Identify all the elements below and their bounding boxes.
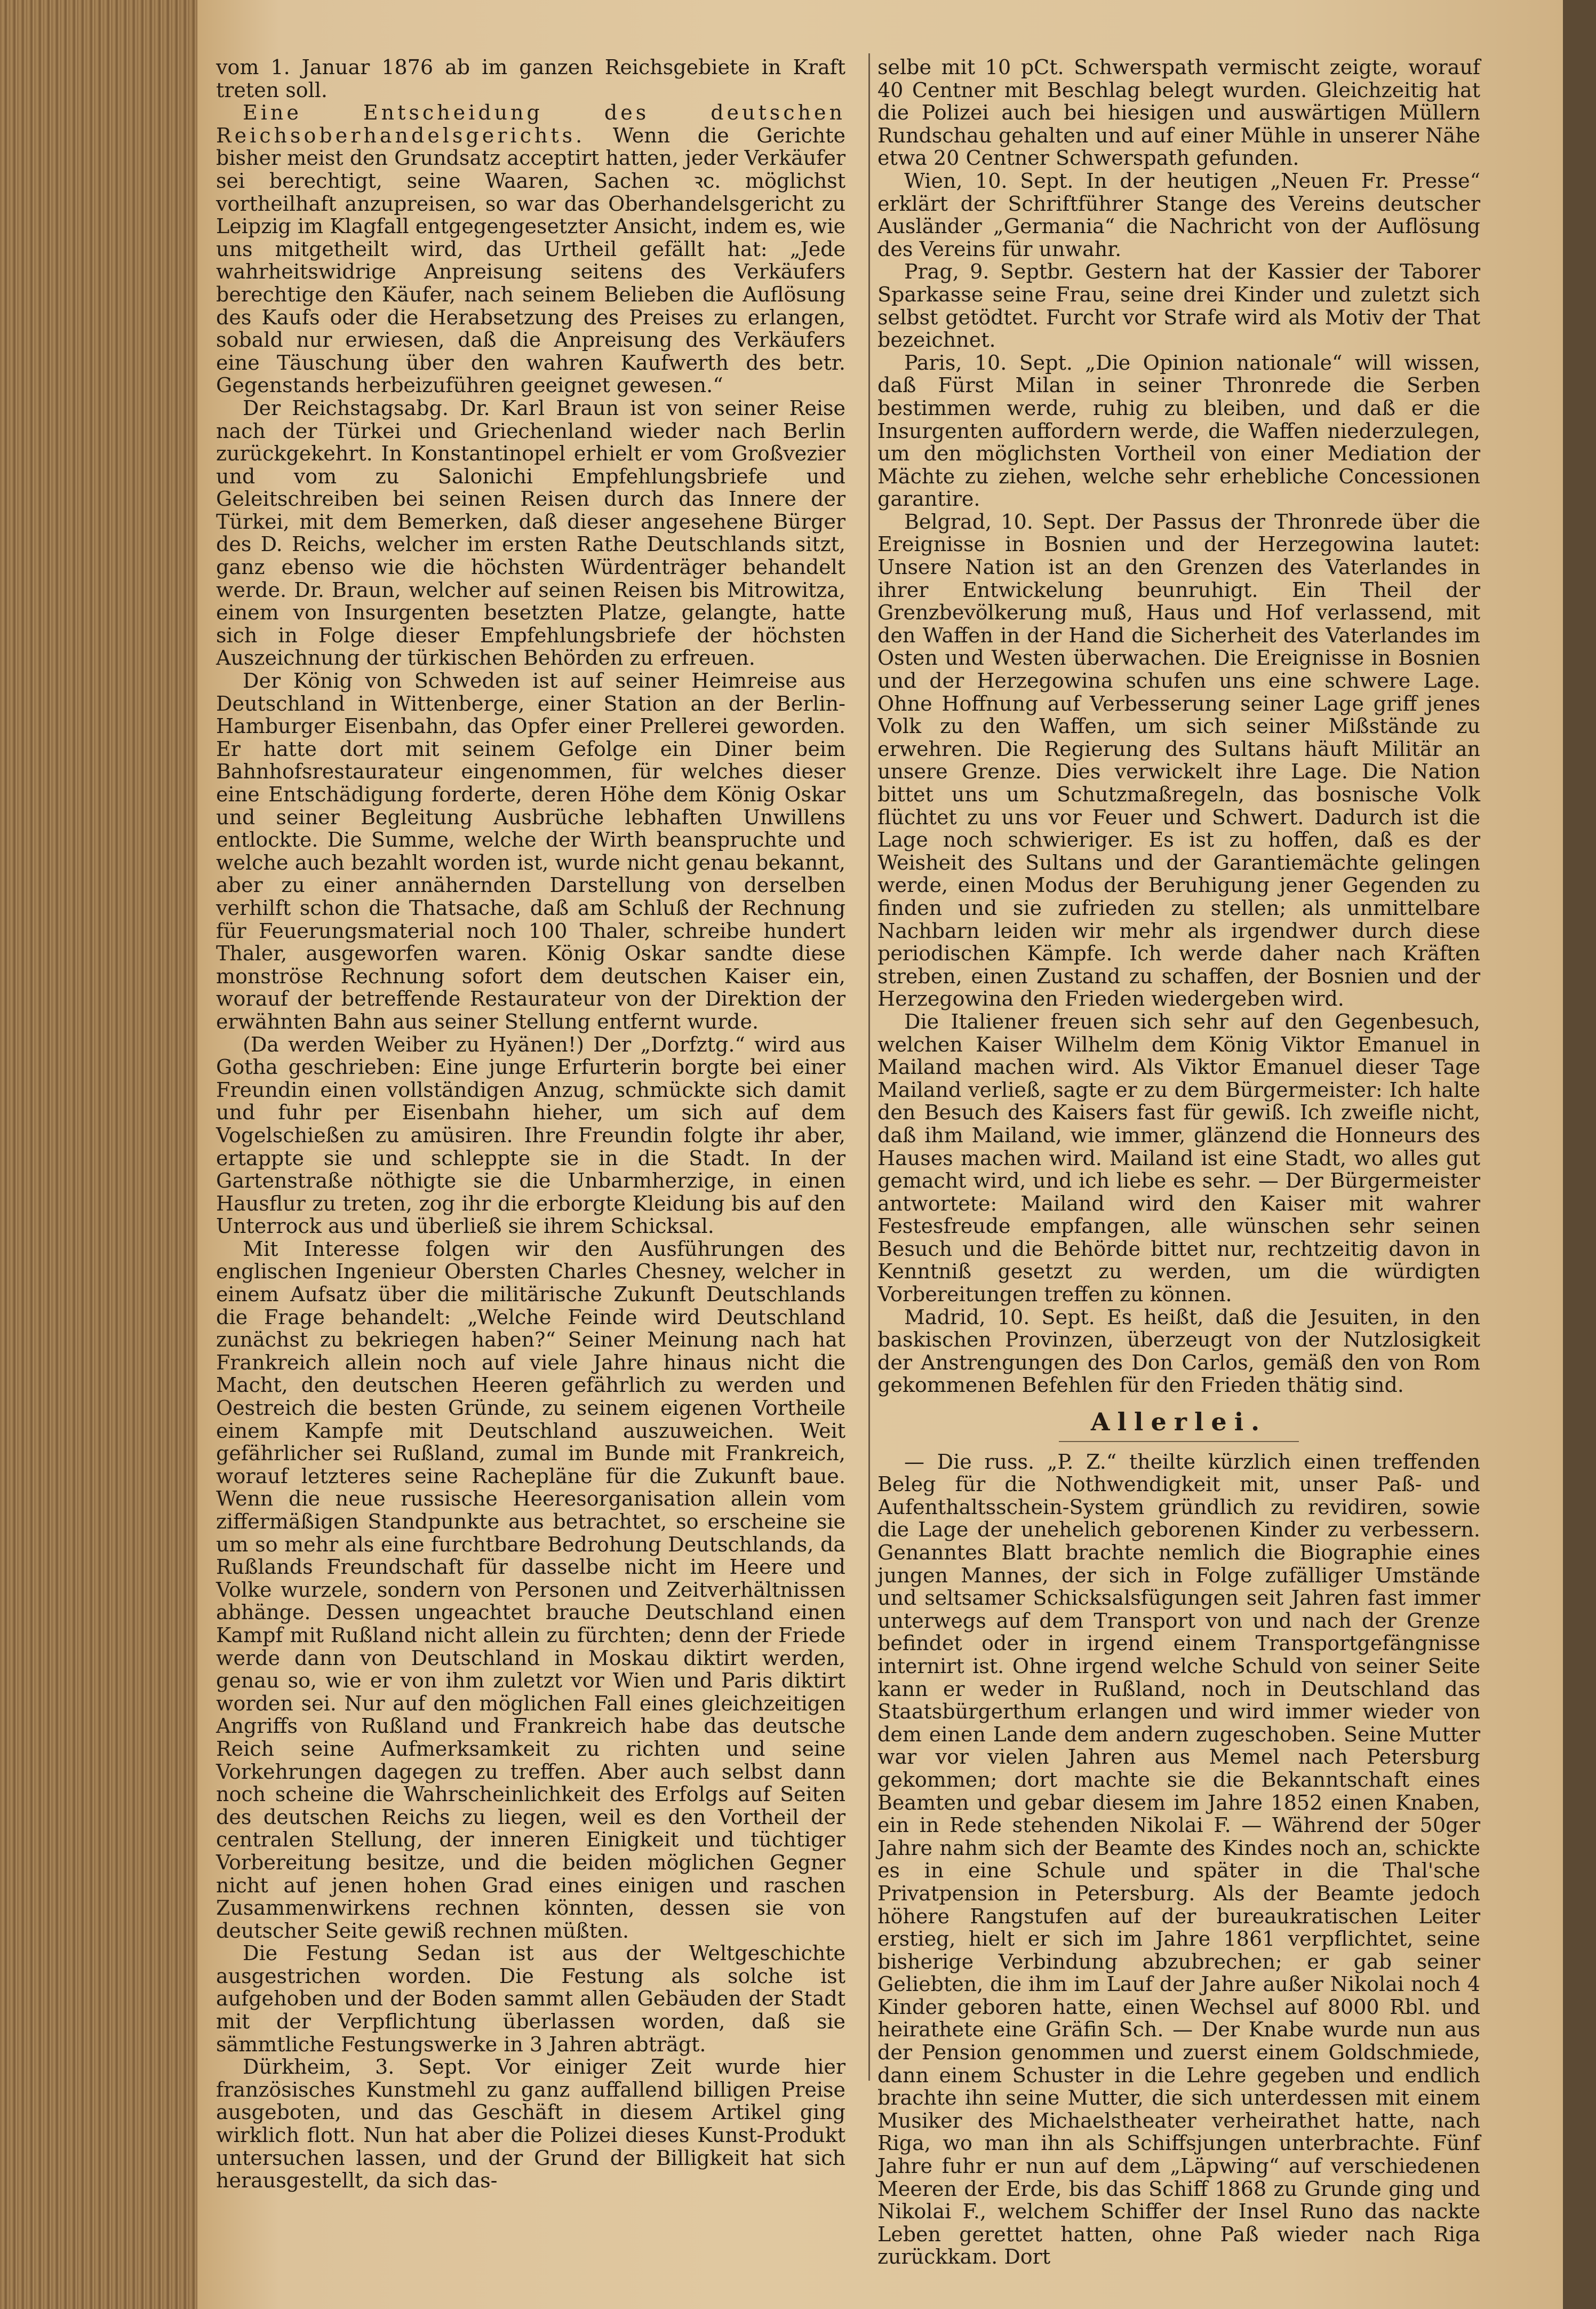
paragraph: (Da werden Weiber zu Hyänen!) Der „Dorfztg.“ wird aus Gotha geschrieben: Eine junge Erfurterin borgte bei einer Freundin einen vollständigen Anzug, schmückte sich damit und fuhr per Eisenbahn hieher, um sich auf dem Vogelschießen zu amüsiren. Ihre Freundin folgte ihr aber, ertappte sie und schleppte sie in die Stadt. In der Gartenstraße nöthigte sie die Unbarmherzige, in einen Hausflur zu treten, zog ihr die erborgte Kleidung bis auf den Unterrock aus und überließ sie ihrem Schicksal. bbox=[216, 1032, 845, 1238]
column-divider bbox=[868, 53, 870, 2081]
paragraph: Madrid, 10. Sept. Es heißt, daß die Jesuiten, in den baskischen Provinzen, überzeugt von der Nutzlosigkeit der Anstrengungen des Don Carlos, gemäß den von Rom gekommenen Befehlen für den Frieden thätig sind. bbox=[877, 1305, 1480, 1397]
paragraph: Der König von Schweden ist auf seiner Heimreise aus Deutschland in Wittenberge, einer Station an der Berlin-Hamburger Eisenbahn, das Opfer einer Prellerei geworden. Er hatte dort mit seinem Gefolge ein Diner beim Bahnhofsrestaurateur eingenommen, für welches dieser eine Entschädigung forderte, deren Höhe dem König Oskar und seiner Begleitung Ausbrüche lebhaften Unwillens entlockte. Die Summe, welche der Wirth beanspruchte und welche auch bezahlt worden ist, wurde nicht genau bekannt, aber zu einer annähernden Darstellung von derselben verhilft schon die Thatsache, daß am Schluß der Rechnung für Feuerungsmaterial noch 100 Thaler, schreibe hundert Thaler, ausgeworfen waren. König Oskar sandte diese monströse Rechnung sofort dem deutschen Kaiser ein, worauf der betreffende Restaurateur von der Direktion der erwähnten Bahn aus seiner Stellung entfernt wurde. bbox=[216, 669, 845, 1033]
left-column bbox=[216, 56, 845, 2192]
section-heading: Allerlei. bbox=[1090, 1407, 1267, 1437]
paragraph: vom 1. Januar 1876 ab im ganzen Reichsgebiete in Kraft treten soll. bbox=[216, 55, 845, 102]
heading-rule bbox=[1059, 1441, 1299, 1442]
paragraph bbox=[216, 101, 845, 397]
paragraph: Dürkheim, 3. Sept. Vor einiger Zeit wurde hier französisches Kunstmehl zu ganz auffallend billigen Preise ausgeboten, und das Geschäft in diesem Artikel ging wirklich flott. Nun hat aber die Polizei dieses Kunst-Produkt untersuchen lassen, und der Grund der Billigkeit hat sich herausgestellt, da sich das- bbox=[216, 2055, 845, 2193]
paragraph: Mit Interesse folgen wir den Ausführungen des englischen Ingenieur Obersten Charles Chesney, welcher in einem Aufsatz über die militärische Zukunft Deutschlands die Frage behandelt: „Welche Feinde wird Deutschland zunächst zu bekriegen haben?“ Seiner Meinung nach hat Frankreich allein noch auf viele Jahre hinaus nicht die Macht, den deutschen Heeren gefährlich zu werden und Oestreich die besten Gründe, zu seinem eigenen Vortheile einem Kampfe mit Deutschland auszuweichen. Weit gefährlicher sei Rußland, zumal im Bunde mit Frankreich, worauf letzteres seine Rachepläne für die Zukunft baue. Wenn die neue russische Heeresorganisation allein vom ziffermäßigen Standpunkte aus betrachtet, so erscheine sie um so mehr als eine furchtbare Bedrohung Deutschlands, da Rußlands Freundschaft für dasselbe nicht im Heere und Volke wurzele, sondern von Personen und Zeitverhältnissen abhänge. Dessen ungeachtet brauche Deutschland einen Kampf mit Rußland nicht allein zu fürchten; denn der Friede werde dann von Deutschland in Moskau diktirt werden, genau so, wie er von ihm zuletzt vor Wien und Paris diktirt worden sei. Nur auf den möglichen Fall eines gleichzeitigen Angriffs von Rußland und Frankreich habe das deutsche Reich seine Aufmerksamkeit zu richten und seine Vorkehrungen dagegen zu treffen. Aber auch selbst dann noch scheine die Wahrscheinlichkeit des Erfolgs auf Seiten des deutschen Reichs zu liegen, weil es den Vortheil der centralen Stellung, der inneren Einigkeit und tüchtiger Vorbereitung besitze, und die beiden möglichen Gegner nicht auf jenen hohen Grad eines einigen und raschen Zusammenwirkens rechnen könnten, dessen sie von deutscher Seite gewiß rechnen müßten. bbox=[216, 1237, 845, 1942]
paragraph: selbe mit 10 pCt. Schwerspath vermischt zeigte, worauf 40 Centner mit Beschlag belegt wurden. Gleichzeitig hat die Polizei auch bei hiesigen und auswärtigen Müllern Rundschau gehalten und auf einer Mühle in unserer Nähe etwa 20 Centner Schwerspath gefunden. bbox=[877, 55, 1480, 170]
paragraph: Die Italiener freuen sich sehr auf den Gegenbesuch, welchen Kaiser Wilhelm dem König Viktor Emanuel in Mailand machen wird. Als Viktor Emanuel dieser Tage Mailand verließ, sagte er zu dem Bürgermeister: Ich halte den Besuch des Kaisers fast für gewiß. Ich zweifle nicht, daß ihm Mailand, wie immer, glänzend die Honneurs des Hauses machen wird. Mailand ist eine Stadt, wo alles gut gemacht wird, und ich liebe es sehr. — Der Bürgermeister antwortete: Mailand wird den Kaiser mit wahrer Festesfreude empfangen, alle wünschen sehr seinen Besuch und die Behörde bittet nur, rechtzeitig davon in Kenntniß gesetzt zu werden, um die würdigten Vorbereitungen treffen zu können. bbox=[877, 1009, 1480, 1307]
paragraph: Wien, 10. Sept. In der heutigen „Neuen Fr. Presse“ erklärt der Schriftführer Stange des Vereins deutscher Ausländer „Germania“ die Nachricht von der Auflösung des Vereins für unwahr. bbox=[877, 169, 1480, 261]
paragraph: Prag, 9. Septbr. Gestern hat der Kassier der Taborer Sparkasse seine Frau, seine drei Kinder und zuletzt sich selbst getödtet. Furcht vor Strafe wird als Motiv der That bezeichnet. bbox=[877, 260, 1480, 352]
paragraph: Paris, 10. Sept. „Die Opinion nationale“ will wissen, daß Fürst Milan in seiner Thronrede die Serben bestimmen werde, ruhig zu bleiben, und daß er die Insurgenten auffordern werde, die Waffen niederzulegen, um den möglichsten Vortheil von einer Mediation der Mächte zu ziehen, welche sehr erhebliche Concessionen garantire. bbox=[877, 351, 1480, 511]
paragraph: Die Festung Sedan ist aus der Weltgeschichte ausgestrichen worden. Die Festung als solche ist aufgehoben und der Boden sammt allen Gebäuden der Stadt mit der Verpflichtung überlassen worden, daß sie sämmtliche Festungswerke in 3 Jahren abträgt. bbox=[216, 1941, 845, 2056]
page-right-edge bbox=[1563, 0, 1596, 2309]
book-spine-edge bbox=[0, 0, 203, 2309]
paragraph: Belgrad, 10. Sept. Der Passus der Thronrede über die Ereignisse in Bosnien und der Herzegowina lautet: Unsere Nation ist an den Grenzen des Vaterlandes in ihrer Entwickelung beunruhigt. Ein Theil der Grenzbevölkerung muß, Haus und Hof verlassend, mit den Waffen in der Hand die Sicherheit des Vaterlandes im Osten und Westen überwachen. Die Ereignisse in Bosnien und der Herzegowina schufen uns eine schwere Lage. Ohne Hoffnung auf Verbesserung seiner Lage griff jenes Volk zu den Waffen, um sich seiner Mißstände zu erwehren. Die Regierung des Sultans häuft Militär an unsere Grenze. Dies verwickelt ihre Lage. Die Nation bittet uns um Schutzmaßregeln, das bosnische Volk flüchtet zu uns vor Feuer und Schwert. Dadurch ist die Lage noch schwieriger. Es ist zu hoffen, daß es der Weisheit des Sultans und der Garantiemächte gelingen werde, einen Modus der Beruhigung jener Gegenden zu finden und sie zufrieden zu stellen; als unmittelbare Nachbarn leiden wir mehr als irgendwer durch diese periodischen Kämpfe. Ich werde daher nach Kräften streben, einen Zustand zu schaffen, der Bosnien und der Herzegowina den Frieden wiedergeben wird. bbox=[877, 509, 1480, 1011]
right-column bbox=[877, 56, 1480, 2268]
paragraph: — Die russ. „P. Z.“ theilte kürzlich einen treffenden Beleg für die Nothwendigkeit mit, unser Paß- und Aufenthaltsschein-System gründlich zu revidiren, sowie die Lage der unehelich geborenen Kinder zu verbessern. Genanntes Blatt brachte nemlich die Biographie eines jungen Mannes, der sich in Folge zufälliger Umstände und seltsamer Schicksalsfügungen seit Jahren fast immer unterwegs auf dem Transport von und nach der Grenze befindet oder in irgend einem Transportgefängnisse internirt ist. Ohne irgend welche Schuld von seiner Seite kann er weder in Rußland, noch in Deutschland das Staatsbürgerthum erlangen und wird immer wieder von dem einen Lande dem andern zugeschoben. Seine Mutter war vor vielen Jahren aus Memel nach Petersburg gekommen; dort machte sie die Bekanntschaft eines Beamten und gebar diesem im Jahre 1852 einen Knaben, ein in Rede stehenden Nikolai F. — Während der 50ger Jahre nahm sich der Beamte des Kindes noch an, schickte es in eine Schule und später in die Thal'sche Privatpension in Petersburg. Als der Beamte jedoch höhere Rangstufen auf der bureaukratischen Leiter erstieg, hielt er sich im Jahre 1861 verpflichtet, seine bisherige Verbindung abzubrechen; er gab seiner Geliebten, die ihm im Lauf der Jahre außer Nikolai noch 4 Kinder geboren hatte, einen Wechsel auf 8000 Rbl. und heirathete eine Gräfin Sch. — Der Knabe wurde nun aus der Pension genommen und zuerst einem Goldschmiede, dann einem Schuster in die Lehre gegeben und endlich brachte ihn seine Mutter, die sich unterdessen mit einem Musiker des Michaelstheater verheirathet hatte, nach Riga, wo man ihn als Schiffsjungen unterbrachte. Fünf Jahre fuhr er nun auf dem „Läpwing“ auf verschiedenen Meeren der Erde, bis das Schiff 1868 zu Grunde ging und Nikolai F., welchem Schiffer der Insel Runo das nackte Leben gerettet hatten, ohne Paß wieder nach Riga zurückkam. Dort bbox=[877, 1450, 1480, 2269]
paragraph-heading: Eine Entscheidung des deutschen Reichsoberhandelsgerichts. bbox=[216, 101, 845, 147]
paragraph-text: Wenn die Gerichte bisher meist den Grundsatz acceptirt hatten, jeder Verkäufer sei berechtigt, seine Waaren, Sachen ꝛc. möglichst vortheilhaft anzupreisen, so war das Oberhandelsgericht zu Leipzig im Klagfall entgegengesetzter Ansicht, indem es, wie uns mitgetheilt wird, das Urtheil gefällt hat: „Jede wahrheitswidrige Anpreisung seitens des Verkäufers berechtige den Käufer, nach seinem Belieben die Auflösung des Kaufs oder die Herabsetzung des Preises zu erlangen, sobald nur erwiesen, daß die Anpreisung des Verkäufers eine Täuschung über den wahren Kaufwerth des betr. Gegenstands herbeizuführen geeignet gewesen.“ bbox=[216, 123, 845, 397]
paragraph: Der Reichstagsabg. Dr. Karl Braun ist von seiner Reise nach der Türkei und Griechenland wieder nach Berlin zurückgekehrt. In Konstantinopel erhielt er vom Großvezier und vom zu Salonichi Empfehlungsbriefe und Geleitschreiben bei seinen Reisen durch das Innere der Türkei, mit dem Bemerken, daß dieser angesehene Bürger des D. Reichs, welcher im ersten Rathe Deutschlands sitzt, ganz ebenso wie die höchsten Würdenträger behandelt werde. Dr. Braun, welcher auf seinen Reisen bis Mitrowitza, einem von Insurgenten besetzten Platze, gelangte, hatte sich in Folge dieser Empfehlungsbriefe der höchsten Auszeichnung der türkischen Behörden zu erfreuen. bbox=[216, 396, 845, 670]
